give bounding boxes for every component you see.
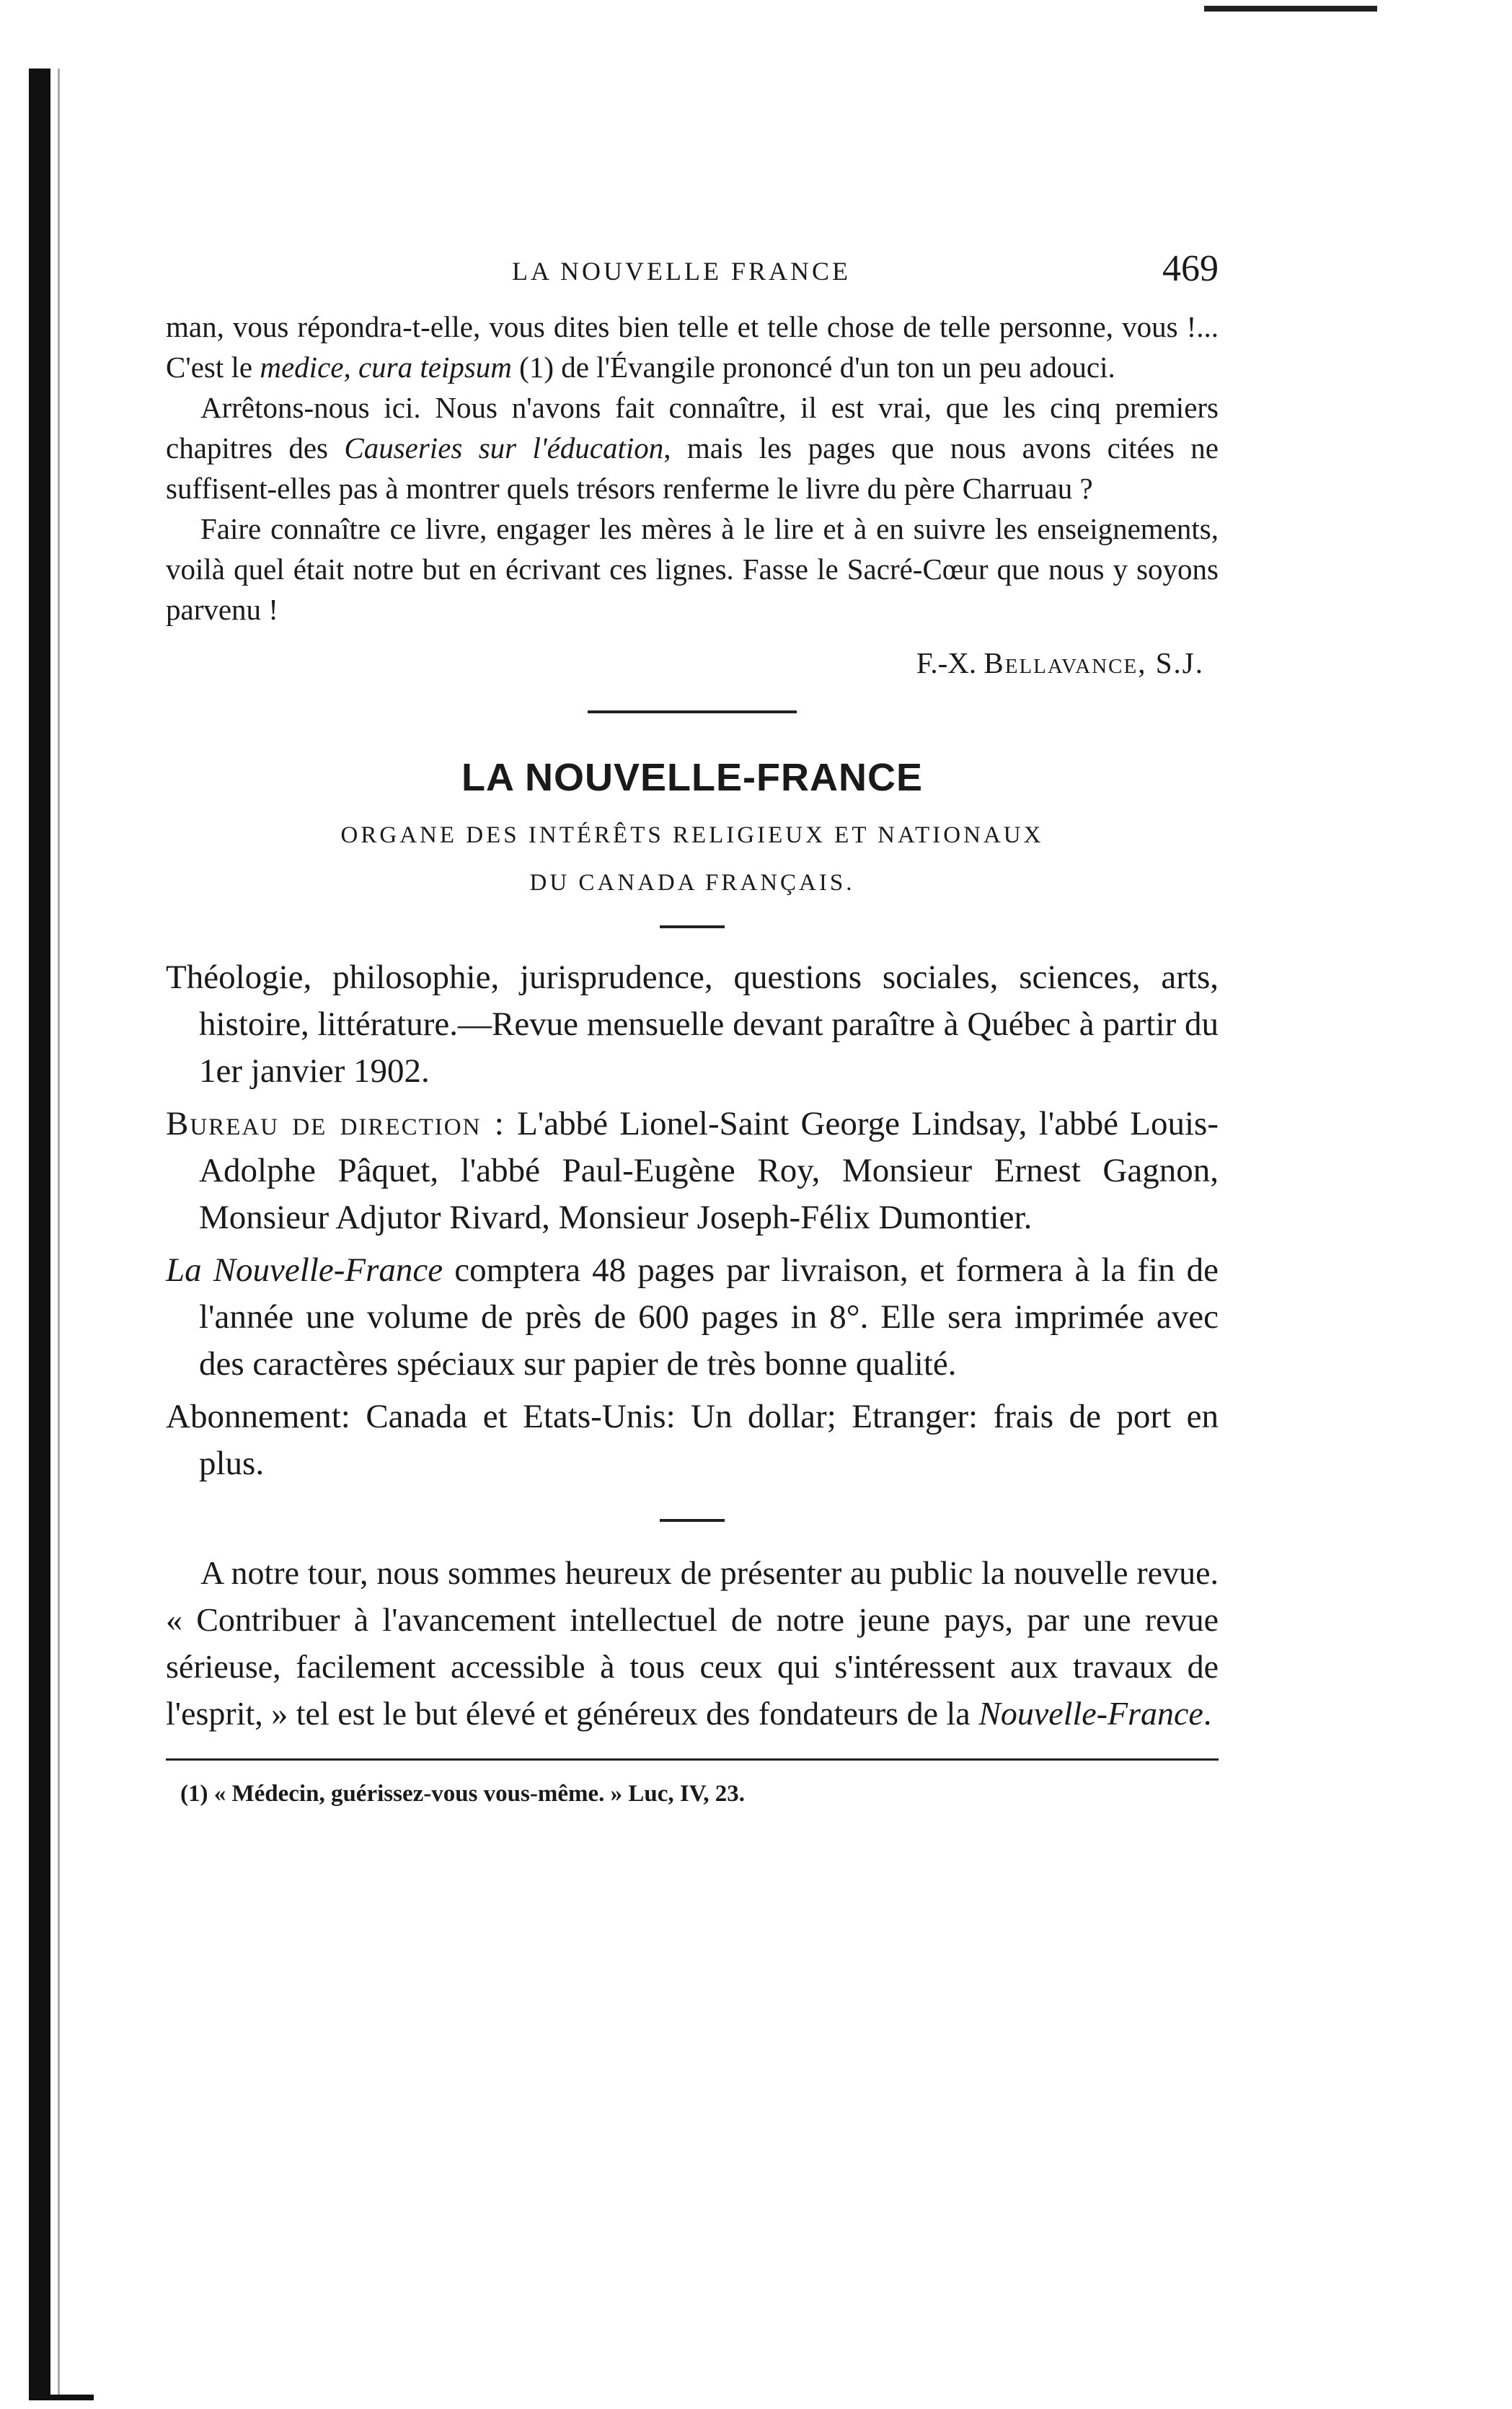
footnote-rule — [166, 1758, 1219, 1761]
closing-text: A notre tour, nous sommes heureux de présenter au public la nouvelle revue. « Contribuer à l'avancement intellectuel de notre jeune pays, par une revue sérieuse, facilement accessible à tous ceux qui s'intéressent aux travaux de l'esprit, » tel est le but élevé et généreux des fondateurs de la — [166, 1554, 1219, 1732]
closing-paragraph — [166, 1549, 1219, 1737]
pages-review-title: La Nouvelle-France — [166, 1251, 443, 1289]
paragraph-1 — [166, 307, 1219, 387]
book-page — [166, 248, 1219, 1807]
bureau-label: Bureau de direction : — [166, 1105, 505, 1142]
scan-edge-line — [58, 69, 60, 2398]
section-divider — [588, 710, 797, 713]
notice-divider-top — [660, 925, 725, 928]
notice-topics: Théologie, philosophie, jurisprudence, questions sociales, sciences, arts, histoire, littérature.—Revue mensuelle devant paraître à Québec à partir du 1er janvier 1902. — [166, 959, 1219, 1090]
notice-subtitle — [166, 811, 1219, 907]
paragraph-1-end: (1) de l'Évangile prononcé d'un ton un peu adouci. — [511, 351, 1115, 384]
closing-review-title: Nouvelle-France — [978, 1695, 1203, 1732]
running-head — [166, 248, 1219, 307]
notice-divider-bottom — [660, 1519, 725, 1522]
notice-body — [166, 954, 1219, 1487]
paragraph-2-end: , mais les pages que nous avons citées ne suffisent-elles pas à montrer quels trésors renferme le livre du père Charruau ? — [166, 431, 1219, 505]
signature — [166, 643, 1219, 683]
paragraph-2-book-title: Causeries sur l'éducation — [344, 431, 664, 464]
paragraph-2 — [166, 387, 1219, 508]
notice-pages — [166, 1247, 1219, 1388]
bureau-members: L'abbé Lionel-Saint George Lindsay, l'abbé Louis-Adolphe Pâquet, l'abbé Paul-Eugène Roy, Monsieur Ernest Gagnon, Monsieur Adjutor Rivard, Monsieur Joseph-Félix Dumontier. — [199, 1105, 1219, 1236]
article-ending — [166, 307, 1219, 683]
paragraph-1-start: man, vous répondra-t-elle, vous dites bien telle et telle chose de telle personne, vous !... C'est le — [166, 310, 1219, 384]
running-head-title: LA NOUVELLE FRANCE — [512, 257, 851, 286]
notice-subscription: Abonnement: Canada et Etats-Unis: Un dollar; Etranger: frais de port en plus. — [166, 1398, 1219, 1482]
paragraph-2-start: Arrêtons-nous ici. Nous n'avons fait connaître, il est vrai, que les cinq premiers chapitres des — [166, 391, 1219, 464]
notice-subtitle-line-2: DU CANADA FRANÇAIS. — [529, 870, 855, 896]
closing-end: . — [1203, 1695, 1212, 1732]
paragraph-1-latin-quote: medice, cura teipsum — [260, 351, 512, 384]
notice-subtitle-line-1: ORGANE DES INTÉRÊTS RELIGIEUX ET NATIONAUX — [340, 822, 1044, 848]
notice-title: LA NOUVELLE-FRANCE — [461, 756, 923, 799]
page-number: 469 — [1162, 248, 1219, 289]
top-edge-rule — [1204, 6, 1377, 12]
notice-bureau — [166, 1101, 1219, 1241]
scan-left-border — [29, 69, 50, 2398]
scan-bottom-border — [29, 2395, 94, 2400]
signature-initials: F.-X. — [916, 646, 984, 679]
paragraph-3: Faire connaître ce livre, engager les mères à le lire et à en suivre les enseignements, voilà quel était notre but en écrivant ces lignes. Fasse le Sacré-Cœur que nous y soyons parvenu ! — [166, 512, 1219, 626]
signature-name: Bellavance, S.J. — [983, 646, 1204, 679]
pages-description: comptera 48 pages par livraison, et formera à la fin de l'année une volume de près de 600 pages in 8°. Elle sera imprimée avec des caractères spéciaux sur papier de très bonne qualité. — [199, 1251, 1219, 1383]
footnote: (1) « Médecin, guérissez-vous vous-même. » Luc, IV, 23. — [180, 1781, 746, 1807]
